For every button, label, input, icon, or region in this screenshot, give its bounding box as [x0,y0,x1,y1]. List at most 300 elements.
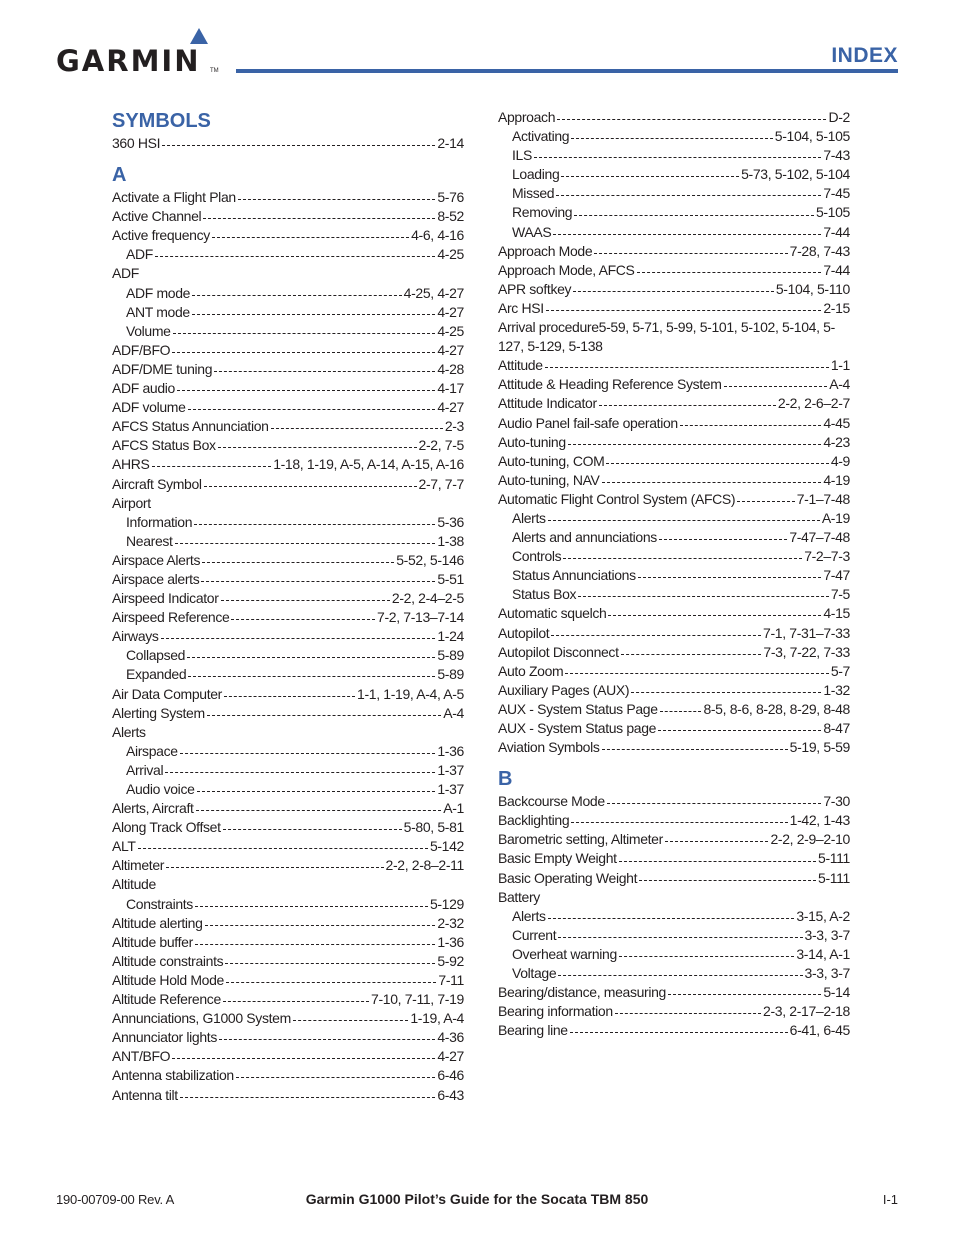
index-pages: 4-27 [437,303,464,320]
index-term: Autopilot [498,624,550,641]
index-entry [498,830,850,849]
index-term: Altitude Hold Mode [112,971,224,988]
index-pages: 4-9 [830,452,850,469]
index-entry [498,662,850,681]
dot-leader [724,385,828,387]
index-term: AUX - System Status Page [498,700,658,717]
dot-leader [665,840,769,842]
index-term: Auto-tuning, NAV [498,471,600,488]
dot-leader [231,618,375,620]
index-entry [112,799,464,818]
index-pages: 7-28, 7-43 [789,242,850,259]
dot-leader [608,614,821,616]
index-entry [112,494,464,513]
section-heading: SYMBOLS [112,110,211,132]
index-pages: 2-2, 2-8–2-11 [385,857,464,874]
index-entry [498,811,850,830]
index-term: Alerts [512,907,546,924]
index-term: Loading [512,166,560,183]
index-term: ADF volume [112,399,186,416]
dot-leader [226,981,436,983]
index-term: APR softkey [498,280,572,297]
dot-leader [563,557,802,559]
index-pages: 5-36 [437,513,464,530]
index-term: Alerts and annunciations [512,529,657,546]
index-entry [112,417,464,436]
doc-number: 190-00709-00 Rev. A [56,1192,175,1207]
index-entry [498,888,850,907]
index-term: ALT [112,838,136,855]
dot-leader [551,634,761,636]
triangle-icon [190,28,208,44]
index-term: ADF/DME tuning [112,360,213,377]
index-term: Active frequency [112,227,210,244]
dot-leader [574,214,814,216]
index-pages: 4-6, 4-16 [411,227,464,244]
index-subentry [498,165,850,184]
dot-leader [658,729,821,731]
index-term: Bearing information [498,1003,613,1020]
index-term: Alerts [512,509,546,526]
index-entry [498,700,850,719]
index-pages: 4-25 [437,322,464,339]
index-entry [498,643,850,662]
index-column-left [112,108,464,1105]
index-term: Audio Panel fail-safe operation [498,414,678,431]
index-pages: 1-36 [437,933,464,950]
index-entry [112,627,464,646]
dot-leader [166,866,383,868]
index-term: Auto-tuning [498,433,566,450]
index-entry [498,849,850,868]
index-entry [498,433,850,452]
dot-leader [165,771,435,773]
index-entry [112,933,464,952]
dot-leader [197,790,436,792]
index-term: Air Data Computer [112,685,222,702]
index-entry [112,1028,464,1047]
dot-leader [192,294,402,296]
index-term: Battery [498,888,540,905]
index-subentry [112,895,464,914]
index-pages: 7-2, 7-13–7-14 [377,609,464,626]
dot-leader [173,332,436,334]
index-entry [498,983,850,1002]
index-entry [112,134,464,153]
index-entry [498,490,850,509]
index-term: Along Track Offset [112,819,221,836]
page-title: INDEX [831,44,898,67]
index-pages: 5-73, 5-102, 5-104 [741,166,850,183]
index-pages: 3-14, A-1 [796,945,850,962]
dot-leader [631,691,821,693]
index-entry [498,792,850,811]
index-pages: 5-89 [437,666,464,683]
index-term: Altitude alerting [112,914,203,931]
index-entry [498,299,850,318]
index-subentry [498,907,850,926]
index-pages: 1-19, A-4 [410,1010,464,1027]
index-entry [498,471,850,490]
index-pages: 3-15, A-2 [796,907,850,924]
dot-leader [271,427,443,429]
index-subentry [112,245,464,264]
index-pages: 7-43 [823,147,850,164]
index-term: Altitude constraints [112,952,224,969]
index-term: AFCS Status Annunciation [112,418,269,435]
dot-leader [175,542,436,544]
dot-leader [221,599,390,601]
index-term: Altitude Reference [112,991,221,1008]
index-subentry [498,184,850,203]
index-subentry [112,761,464,780]
index-pages: 6-41, 6-45 [789,1022,850,1039]
index-pages: 4-27 [437,341,464,358]
index-entry [112,875,464,894]
index-entry [498,719,850,738]
index-pages: 6-43 [437,1086,464,1103]
dot-leader [196,809,442,811]
index-term: Backcourse Mode [498,793,605,810]
index-term: Audio voice [126,781,195,797]
dot-leader [207,714,441,716]
index-term: 360 HSI [112,135,161,151]
index-pages: 4-19 [823,471,850,488]
index-entry [498,452,850,471]
index-term: Activate a Flight Plan [112,189,236,206]
index-subentry [498,203,850,222]
dot-leader [660,710,702,712]
index-pages: 5-51 [437,570,464,587]
index-pages: 1-37 [437,761,464,778]
dot-leader [201,580,435,582]
index-entry [498,624,850,643]
dot-leader [188,675,435,677]
dot-leader [621,653,762,655]
index-entry [112,379,464,398]
index-pages: 7-45 [823,185,850,202]
index-pages: 1-38 [437,532,464,549]
index-subentry [498,146,850,165]
index-term: Status Box [512,586,577,603]
index-term: Airspeed Reference [112,609,230,626]
index-pages: 4-27 [437,1048,464,1065]
page-number: I-1 [882,1192,898,1207]
index-entry [112,971,464,990]
index-subentry [498,585,850,604]
dot-leader [212,236,409,238]
section-heading: A [112,164,127,187]
index-term: Active Channel [112,208,202,225]
index-entry [112,1086,464,1105]
index-term: Airspace alerts [112,570,200,587]
index-entry [498,356,850,375]
index-entry [112,264,464,283]
index-pages: D-2 [828,109,850,125]
index-entry [112,589,464,608]
dot-leader [203,217,435,219]
index-term: Altitude [112,876,156,893]
index-pages: A-4 [829,376,850,393]
index-term: ILS [512,147,532,164]
index-pages: 3-3, 3-7 [804,965,850,982]
dot-leader [194,523,435,525]
index-entry [498,1021,850,1040]
index-pages: 7-11 [438,971,464,988]
index-pages: 7-47 [823,567,850,584]
dot-leader [556,194,821,196]
dot-leader [602,748,788,750]
index-pages: 2-32 [437,914,464,931]
dot-leader [638,576,822,578]
index-pages: 1-1 [830,357,850,374]
index-term: Antenna stabilization [112,1067,234,1084]
index-pages: 2-2, 2-4–2-5 [391,590,464,607]
index-term: Bearing line [498,1022,568,1039]
index-entry [112,188,464,207]
index-entry [112,475,464,494]
index-entry [498,681,850,700]
index-term: ADF audio [112,380,175,397]
index-pages: 8-52 [437,208,464,225]
index-term: Arc HSI [498,299,544,316]
index-pages: 2-2, 2-9–2-10 [770,831,850,848]
index-pages: 7-1, 7-31–7-33 [763,624,850,641]
index-pages: 1-42, 1-43 [789,812,850,829]
index-subentry [498,547,850,566]
index-entry [112,570,464,589]
index-term: Automatic Flight Control System (AFCS) [498,490,736,507]
index-pages: 7-5 [830,586,850,603]
index-pages: A-4 [443,704,464,721]
index-pages: 1-1, 1-19, A-4, A-5 [357,685,464,702]
dot-leader [578,595,829,597]
index-term: Removing [512,204,573,221]
index-entry [112,723,464,742]
dot-leader [293,1019,408,1021]
index-term: Nearest [126,532,173,549]
index-entry [112,608,464,627]
index-entry [112,226,464,245]
dot-leader [192,313,436,315]
index-subentry [498,509,850,528]
index-term: Overheat warning [512,945,617,962]
index-term: AHRS [112,456,150,473]
index-term: Missed [512,185,555,202]
index-pages: 2-2, 7-5 [418,437,464,454]
index-term: Airport [112,494,151,511]
index-pages: 5-89 [437,647,464,664]
dot-leader [238,198,436,200]
dot-leader [571,821,787,823]
index-term: Auto Zoom [498,662,564,679]
index-pages: A-1 [443,800,464,817]
index-pages: 5-105 [815,204,850,221]
index-entry [498,261,850,280]
dot-leader [558,974,802,976]
index-term: Volume [126,322,171,339]
index-pages: 1-32 [823,681,850,698]
index-term: Arrival [126,761,164,778]
index-term: Backlighting [498,812,570,829]
index-entry [112,1009,464,1028]
index-entry [498,318,870,356]
index-term: Autopilot Disconnect [498,643,619,660]
index-entry [112,704,464,723]
index-entry [498,414,850,433]
dot-leader [561,175,739,177]
index-term: Auxiliary Pages (AUX) [498,681,630,698]
index-subentry [498,945,850,964]
index-pages: 5-80, 5-81 [403,819,464,836]
index-term: ADF mode [126,284,191,301]
section-heading: B [498,768,513,791]
index-pages: 1-18, 1-19, A-5, A-14, A-15, A-16 [273,456,464,473]
dot-leader [223,828,402,830]
index-pages: 7-3, 7-22, 7-33 [763,643,850,660]
garmin-logo [56,26,226,76]
index-pages: 1-24 [437,628,464,645]
index-pages: A-19 [821,509,850,526]
index-subentry [112,513,464,532]
index-term: Annunciations, G1000 System [112,1010,291,1027]
dot-leader [162,144,435,146]
index-term: Approach Mode [498,242,593,259]
index-pages: 5-92 [437,952,464,969]
index-pages: 4-27 [437,399,464,416]
index-entry [112,1066,464,1085]
dot-leader [558,936,802,938]
index-pages: 5-104, 5-110 [775,280,850,297]
index-subentry [112,646,464,665]
dot-leader [571,137,773,139]
index-subentry [112,532,464,551]
dot-leader [659,538,787,540]
dot-leader [188,408,436,410]
index-term: Airways [112,628,159,645]
index-subentry [498,223,850,242]
index-pages: 4-36 [437,1029,464,1046]
dot-leader [155,255,435,257]
index-pages: 7-44 [823,223,850,240]
index-pages: 5-142 [429,838,464,855]
index-subentry [498,964,850,983]
dot-leader [534,156,821,158]
index-entry [112,341,464,360]
dot-leader [152,465,272,467]
index-term: Airspeed Indicator [112,590,219,607]
index-pages: 5-76 [437,189,464,206]
index-term: Basic Empty Weight [498,850,617,867]
index-entry [112,1047,464,1066]
index-pages: 4-23 [823,433,850,450]
dot-leader [218,446,417,448]
index-pages: 4-25, 4-27 [403,284,464,301]
index-term: Alerting System [112,704,205,721]
index-term: Voltage [512,965,557,982]
dot-leader [615,1012,761,1014]
index-term: Approach Mode, AFCS [498,261,635,278]
index-subentry [112,284,464,303]
dot-leader [680,424,822,426]
dot-leader [546,309,822,311]
index-term: Alerts, Aircraft [112,800,194,817]
index-pages: 1-36 [437,742,464,759]
index-pages: 8-5, 8-6, 8-28, 8-29, 8-48 [703,700,850,717]
index-term: Alerts [112,723,146,740]
dot-leader [177,389,435,391]
dot-leader [180,752,436,754]
index-term: Airspace Alerts [112,551,201,568]
index-pages: 2-2, 2-6–2-7 [777,395,850,412]
index-term: Activating [512,128,570,145]
index-term: Attitude & Heading Reference System [498,376,722,393]
index-entry [498,108,850,127]
dot-leader [224,695,355,697]
index-entry [498,242,850,261]
index-term: Auto-tuning, COM [498,452,605,469]
index-entry [498,1002,850,1021]
dot-leader [225,962,435,964]
index-entry [112,207,464,226]
index-term: Attitude Indicator [498,395,597,412]
index-term: Aircraft Symbol [112,475,202,492]
index-term: Bearing/distance, measuring [498,984,666,1001]
index-term: AUX - System Status page [498,720,657,736]
index-entry [498,280,850,299]
index-entry [112,455,464,474]
dot-leader [138,847,428,849]
index-term: Attitude [498,357,543,374]
dot-leader [637,271,822,273]
index-entry [112,685,464,704]
dot-leader [202,561,394,563]
index-subentry [498,127,850,146]
index-term: AFCS Status Box [112,437,216,454]
index-subentry [498,566,850,585]
index-term: Constraints [126,895,193,912]
index-term: ADF/BFO [112,341,171,358]
index-pages: 8-47 [823,720,850,736]
index-pages: 7-1–7-48 [796,490,850,507]
dot-leader [557,118,826,120]
index-term: Aviation Symbols [498,739,600,756]
index-pages: 2-3, 2-17–2-18 [763,1003,850,1020]
dot-leader [602,481,822,483]
index-entry [112,551,464,570]
index-pages: 7-47–7-48 [789,529,850,546]
index-pages: 5-19, 5-59 [789,739,850,756]
index-term: ADF [112,265,139,282]
dot-leader [205,924,436,926]
trademark: TM [210,68,219,74]
index-term: Barometric setting, Altimeter [498,831,663,848]
index-entry [112,398,464,417]
index-entry [112,952,464,971]
index-entry [112,436,464,455]
dot-leader [553,233,821,235]
index-pages: 1-37 [437,781,464,797]
index-subentry [112,780,464,799]
dot-leader [548,519,820,521]
index-pages: 4-15 [823,605,850,622]
index-pages: 2-15 [823,299,850,316]
index-term: Airspace [126,742,178,759]
brand-name: GARMIN [56,44,201,78]
header-rule [236,69,898,73]
dot-leader [204,485,417,487]
index-subentry [112,322,464,341]
